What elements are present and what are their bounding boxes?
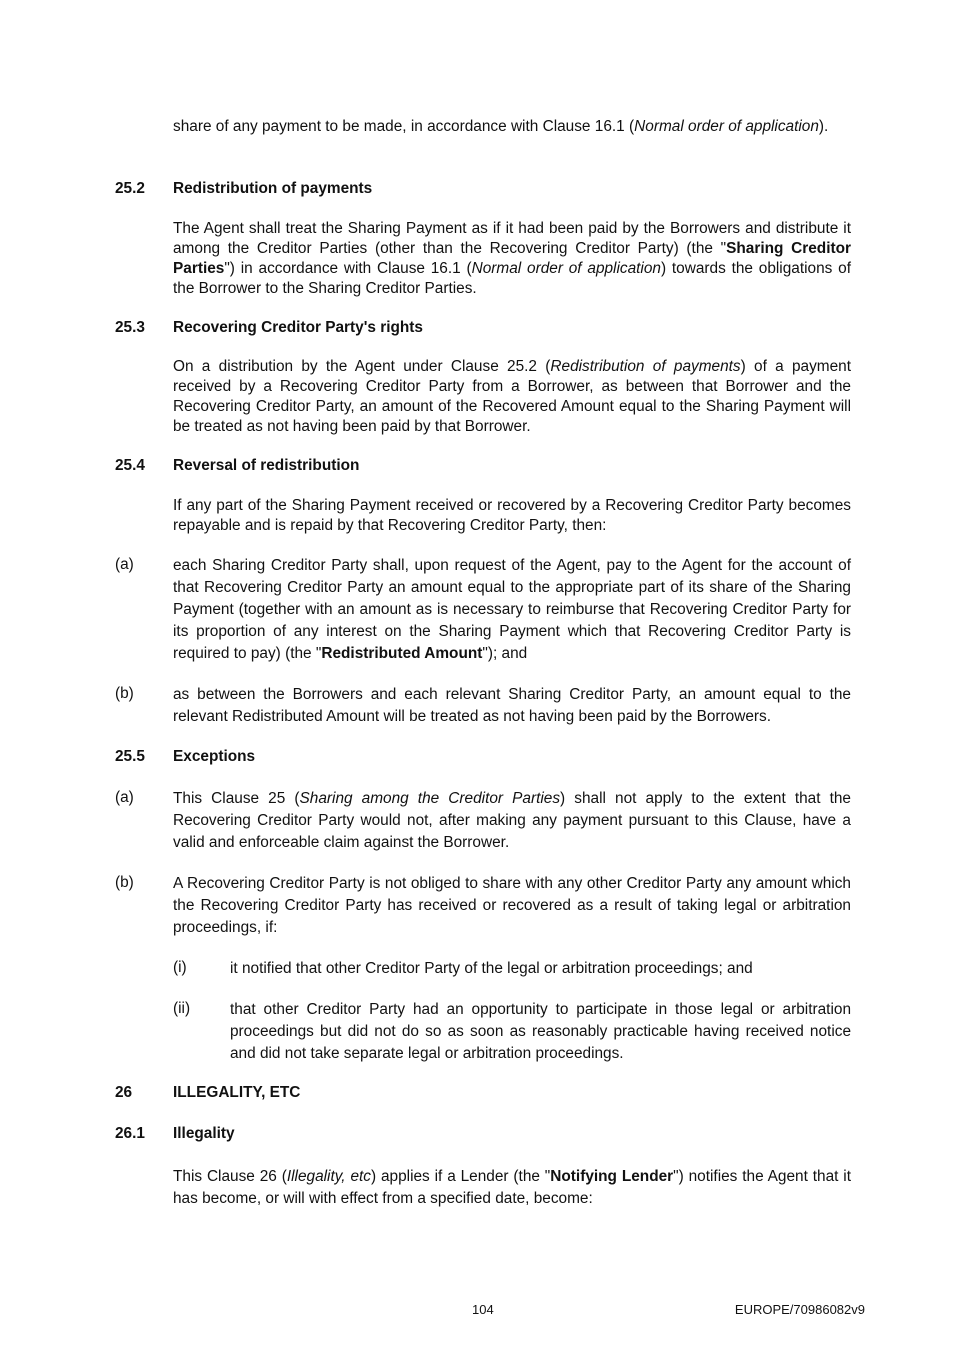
clause-26-1-number: 26.1 xyxy=(115,1125,145,1142)
clause-26-number: 26 xyxy=(115,1084,133,1101)
continued-paragraph: share of any payment to be made, in accordance with Clause 16.1 (Normal order of application). xyxy=(173,118,829,135)
clause-25-4-b-text: as between the Borrowers and each relevant Sharing Creditor Party, an amount equal to the relevant Redistributed Amount will be treated as not having been paid by the Borrowers. xyxy=(173,686,851,725)
page-number: 104 xyxy=(472,1302,494,1317)
clause-25-5-b-ii-text: that other Creditor Party had an opportunity to participate in those legal or arbitration proceedings but did not do so as soon as reasonably practicable having received notice and did not take separate legal or arbitration proceedings. xyxy=(230,1001,851,1062)
clause-25-5-a-text: This Clause 25 (Sharing among the Creditor Parties) shall not apply to the extent that the Recovering Creditor Party would not, after making any payment pursuant to this Clause, have a valid and enforceable claim against the Borrower. xyxy=(173,790,851,851)
clause-25-5-b-label: (b) xyxy=(115,874,134,891)
clause-25-2-number: 25.2 xyxy=(115,180,145,197)
clause-25-4-a-text: each Sharing Creditor Party shall, upon request of the Agent, pay to the Agent for the account of that Recovering Creditor Party an amount equal to the appropriate part of its share of the Sharing Payment (together with an amount as is necessary to reimburse that Recovering Creditor Party for its proportion of any interest on the Sharing Payment which that Recovering Creditor Party is required to pay) (the "Redistributed Amount"); and xyxy=(173,557,851,662)
clause-25-5-title: Exceptions xyxy=(173,748,256,765)
clause-25-4-paragraph: If any part of the Sharing Payment received or recovered by a Recovering Creditor Party becomes repayable and is repaid by that Recovering Creditor Party, then: xyxy=(173,497,851,534)
clause-25-4-number: 25.4 xyxy=(115,457,145,474)
clause-25-3-paragraph: On a distribution by the Agent under Clause 25.2 (Redistribution of payments) of a payment received by a Recovering Creditor Party from a Borrower, as between that Borrower and the Recovering Creditor Party, an amount of the Recovered Amount equal to the Sharing Payment will be treated as not having been paid by that Borrower. xyxy=(173,358,851,435)
clause-25-3-title: Recovering Creditor Party's rights xyxy=(173,319,423,336)
clause-25-2-title: Redistribution of payments xyxy=(173,180,373,197)
clause-25-5-b-text: A Recovering Creditor Party is not obliged to share with any other Creditor Party any amount which the Recovering Creditor Party has received or recovered as a result of taking legal or arbitration proceedings, if: xyxy=(173,875,851,936)
clause-26-title: ILLEGALITY, ETC xyxy=(173,1084,301,1101)
clause-25-4-a-label: (a) xyxy=(115,556,134,573)
clause-26-1-title: Illegality xyxy=(173,1125,235,1142)
clause-25-2-paragraph: The Agent shall treat the Sharing Payment as if it had been paid by the Borrowers and distribute it among the Creditor Parties (other than the Recovering Creditor Party) (the "Sharing Creditor Parties") in accordance with Clause 16.1 (Normal order of application) towards the obligations of the Borrower to the Sharing Creditor Parties. xyxy=(173,220,851,297)
clause-25-5-b-ii-label: (ii) xyxy=(173,1000,191,1017)
clause-25-5-a-label: (a) xyxy=(115,789,134,806)
clause-25-5-number: 25.5 xyxy=(115,748,145,765)
clause-25-4-title: Reversal of redistribution xyxy=(173,457,360,474)
document-reference: EUROPE/70986082v9 xyxy=(734,1302,865,1317)
clause-25-5-b-i-label: (i) xyxy=(173,959,187,976)
clause-25-3-number: 25.3 xyxy=(115,319,145,336)
clause-25-5-b-i-text: it notified that other Creditor Party of the legal or arbitration proceedings; and xyxy=(230,960,753,977)
clause-26-1-paragraph: This Clause 26 (Illegality, etc) applies if a Lender (the "Notifying Lender") notifies the Agent that it has become, or will with effect from a specified date, become: xyxy=(173,1168,851,1207)
clause-25-4-b-label: (b) xyxy=(115,685,134,702)
